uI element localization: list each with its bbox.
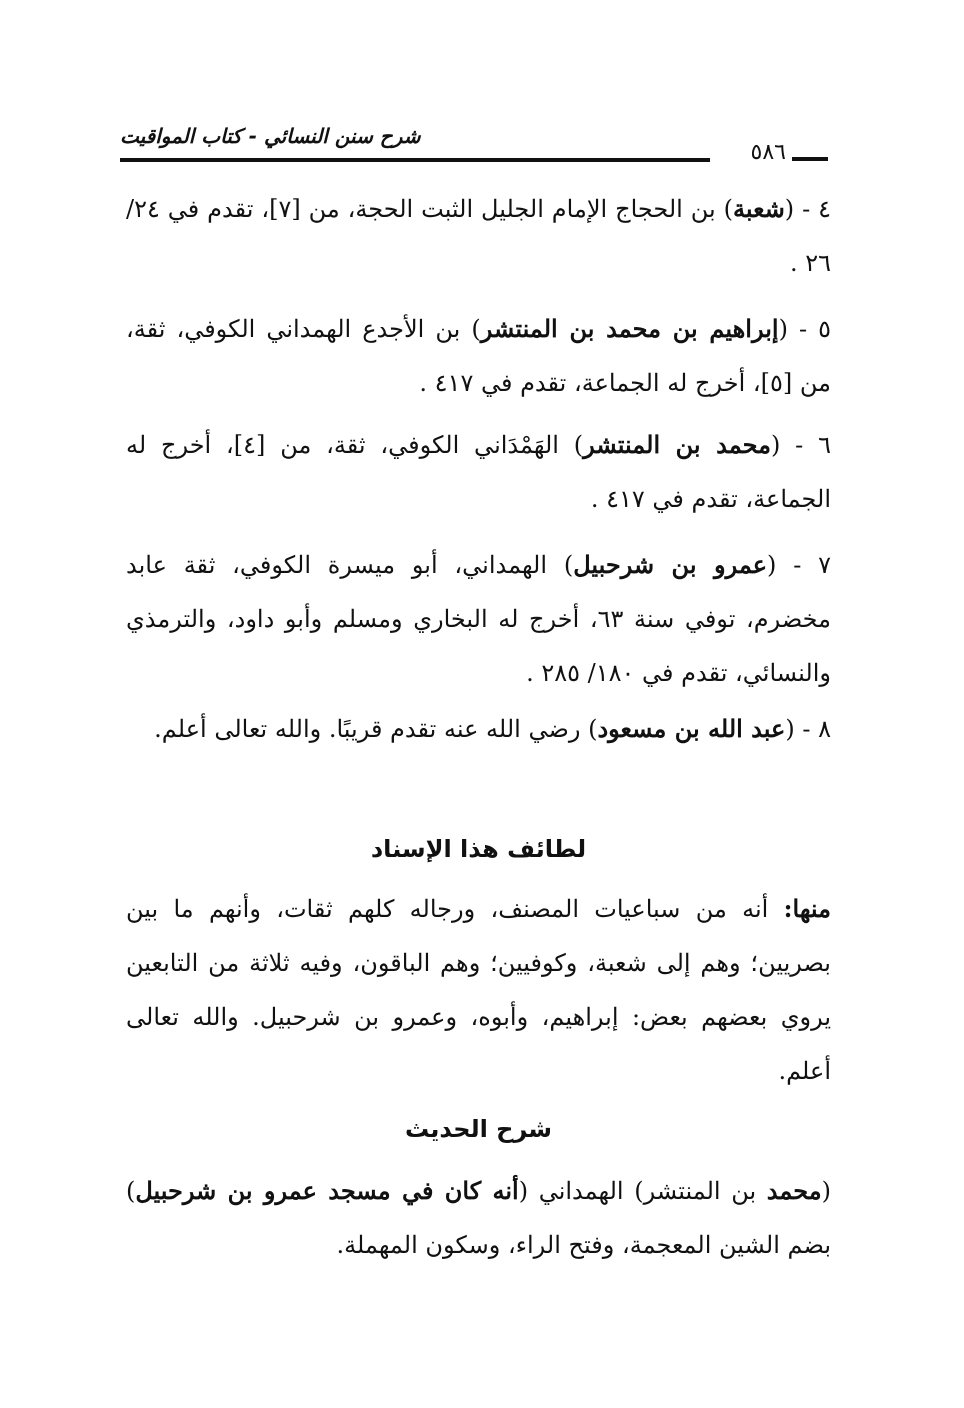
- narrator-details: بن الأجدع الهمداني الكوفي، ثقة، من [٥]، أخرج له الجماعة، تقدم في ٤١٧ .: [126, 315, 831, 397]
- entry-number: ٧ -: [793, 551, 831, 579]
- paragraph-text: بضم الشين المعجمة، وفتح الراء، وسكون المهملة.: [336, 1231, 831, 1259]
- page-header: [120, 120, 830, 170]
- main-text: [126, 182, 831, 1302]
- narrator-details: رضي الله عنه تقدم قريبًا. والله تعالى أعلم.: [154, 715, 581, 743]
- entry-number: ٦ -: [795, 431, 831, 459]
- section-paragraph: (محمد بن المنتشر) الهمداني (أنه كان في مسجد عمرو بن شرحبيل) بضم الشين المعجمة، وفتح الراء، وسكون المهملة.: [126, 1176, 831, 1259]
- header-rule: [120, 158, 710, 162]
- quoted-term: محمد: [766, 1176, 822, 1205]
- page-number: ٥٨٦: [750, 140, 786, 165]
- narrator-details: الهَمْدَاني الكوفي، ثقة، من [٤]، أخرج له الجماعة، تقدم في ٤١٧ .: [126, 431, 831, 513]
- narrator-name: عمرو بن شرحبيل: [573, 550, 768, 579]
- narrator-details: الهمداني، أبو ميسرة الكوفي، ثقة عابد مخضرم، توفي سنة ٦٣، أخرج له البخاري ومسلم وأبو داود، والترمذي والنسائي، تقدم في ١٨٠/ ٢٨٥ .: [126, 551, 831, 687]
- narrator-name: إبراهيم بن محمد بن المنتشر: [480, 314, 779, 343]
- paragraph-lead: منها:: [783, 894, 831, 923]
- entry-number: ٥ -: [798, 315, 831, 343]
- narrator-entry: ٧ - (عمرو بن شرحبيل) الهمداني، أبو ميسرة الكوفي، ثقة عابد مخضرم، توفي سنة ٦٣، أخرج له البخاري ومسلم وأبو داود، والترمذي والنسائي، تقدم في ١٨٠/ ٢٨٥ .: [126, 550, 831, 687]
- page-number-dash: [792, 157, 828, 161]
- narrator-entry: ٥ - (إبراهيم بن محمد بن المنتشر) بن الأجدع الهمداني الكوفي، ثقة، من [٥]، أخرج له الجماعة، تقدم في ٤١٧ .: [126, 314, 831, 397]
- narrator-details: بن الحجاج الإمام الجليل الثبت الحجة، من [٧]، تقدم في ٢٤/ ٢٦ .: [126, 195, 831, 277]
- narrator-entry: ٨ - (عبد الله بن مسعود) رضي الله عنه تقدم قريبًا. والله تعالى أعلم.: [154, 714, 831, 743]
- running-title: شرح سنن النسائي - كتاب المواقيت: [120, 124, 421, 148]
- narrator-name: عبد الله بن مسعود: [597, 714, 786, 743]
- narrator-name: محمد بن المنتشر: [583, 430, 771, 459]
- section-paragraph: [126, 882, 831, 1098]
- paragraph-text: أنه من سباعيات المصنف، ورجاله كلهم ثقات، وأنهم ما بين بصريين؛ وهم إلى شعبة، وكوفيين؛ وهم الباقون، وفيه ثلاثة من التابعين يروي بعضهم بعض: إبراهيم، وأبوه، وعمرو بن شرحبيل. والله تعالى أعلم.: [126, 895, 831, 1085]
- entry-number: ٤ -: [802, 195, 831, 223]
- entry-number: ٨ -: [802, 715, 831, 743]
- narrator-entry: ٦ - (محمد بن المنتشر) الهَمْدَاني الكوفي، ثقة، من [٤]، أخرج له الجماعة، تقدم في ٤١٧ .: [126, 430, 831, 513]
- section-heading: شرح الحديث: [405, 1115, 552, 1143]
- section-heading: لطائف هذا الإسناد: [370, 835, 587, 863]
- quoted-term: أنه كان في مسجد عمرو بن شرحبيل: [135, 1176, 519, 1205]
- narrator-entry: ٤ - (شعبة) بن الحجاج الإمام الجليل الثبت الحجة، من [٧]، تقدم في ٢٤/ ٢٦ .: [126, 194, 831, 277]
- narrator-name: شعبة: [733, 194, 785, 223]
